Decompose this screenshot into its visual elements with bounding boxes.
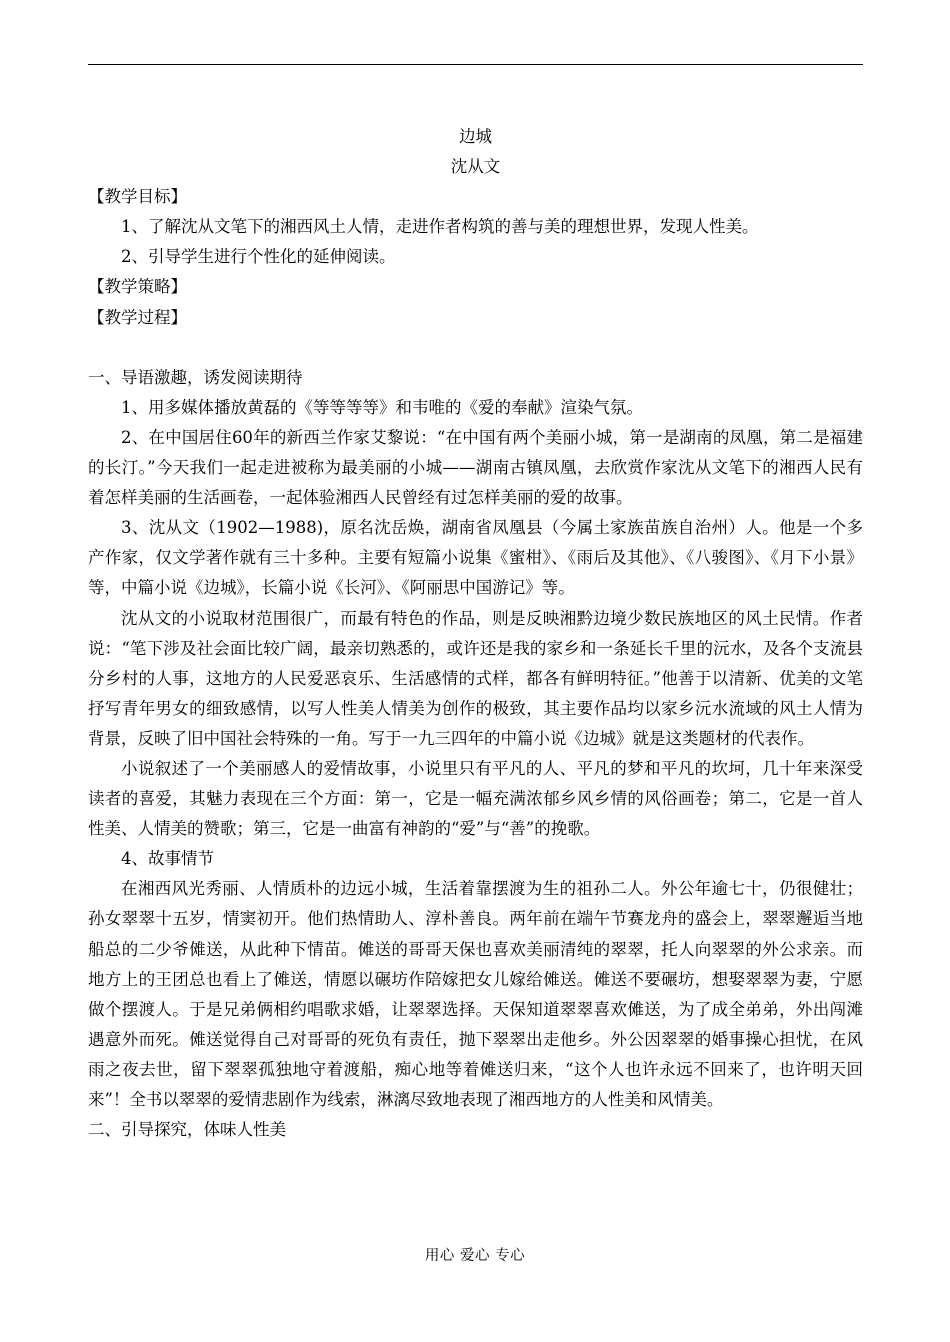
section-heading-process: 【教学过程】 [88, 307, 187, 327]
body-paragraph: 在湘西风光秀丽、人情质朴的边远小城，生活着靠摆渡为生的祖孙二人。外公年逾七十，仍很健壮；孙女翠翠十五岁，情窦初开。他们热情助人、淳朴善良。两年前在端午节赛龙舟的盛会上，翠翠邂逅当地船总的二少爷傩送，从此种下情苗。傩送的哥哥天保也喜欢美丽清纯的翠翠，托人向翠翠的外公求亲。而地方上的王团总也看上了傩送，情愿以碾坊作陪嫁把女儿嫁给傩送。傩送不要碾坊，想娶翠翠为妻，宁愿做个摆渡人。于是兄弟俩相约唱歌求婚，让翠翠选择。天保知道翠翠喜欢傩送，为了成全弟弟，外出闯滩遇意外而死。傩送觉得自己对哥哥的死负有责任，抛下翠翠出走他乡。外公因翠翠的婚事操心担忧，在风雨之夜去世，留下翠翠孤独地守着渡船，痴心地等着傩送归来，“这个人也许永远不回来了，也许明天回来”！全书以翠翠的爱情悲剧作为线索，淋漓尽致地表现了湘西地方的人性美和风情美。 [88, 879, 863, 1109]
blank-line [88, 333, 863, 363]
body-paragraph: 3、沈从文（1902—1988)，原名沈岳焕，湖南省凤凰县（今属土家族苗族自治州）人。他是一个多产作家，仅文学著作就有三十多种。主要有短篇小说集《蜜柑》、《雨后及其他》、《八骏图》、《月下小景》等，中篇小说《边城》，长篇小说《长河》、《阿丽思中国游记》等。 [88, 518, 863, 598]
body-paragraph: 1、用多媒体播放黄磊的《等等等等》和韦唯的《爱的奉献》渲染气氛。 [121, 397, 643, 417]
section-heading-strategy: 【教学策略】 [88, 277, 187, 297]
document-body [88, 122, 863, 1145]
body-paragraph: 2、在中国居住60年的新西兰作家艾黎说：“在中国有两个美丽小城，第一是湖南的凤凰，第二是福建的长汀。”今天我们一起走进被称为最美丽的小城——湖南古镇凤凰，去欣赏作家沈从文笔下的湘西人民有着怎样美丽的生活画卷，一起体验湘西人民曾经有过怎样美丽的爱的故事。 [88, 427, 863, 508]
part-heading-2: 二、引导探究，体味人性美 [88, 1120, 286, 1140]
document-author: 沈从文 [450, 157, 501, 177]
objective-item-2: 2、引导学生进行个性化的延伸阅读。 [121, 247, 396, 267]
body-paragraph: 小说叙述了一个美丽感人的爱情故事，小说里只有平凡的人、平凡的梦和平凡的坎坷，几十年来深受读者的喜爱，其魅力表现在三个方面：第一，它是一幅充满浓郁乡风乡情的风俗画卷；第二，它是一首人性美、人情美的赞歌；第三，它是一曲富有神韵的“爱”与“善”的挽歌。 [88, 758, 863, 839]
document-title: 边城 [459, 127, 492, 146]
sub-heading-plot: 4、故事情节 [121, 849, 214, 869]
page-footer: 用心 爱心 专心 [424, 1248, 526, 1264]
header-rule [88, 64, 863, 65]
body-paragraph: 沈从文的小说取材范围很广，而最有特色的作品，则是反映湘黔边境少数民族地区的风土民情。作者说：“笔下涉及社会面比较广阔，最亲切熟悉的，或许还是我的家乡和一条延长千里的沅水，及各个支流县分乡村的人事，这地方的人民爱恶哀乐、生活感情的式样，都各有鲜明特征。”他善于以清新、优美的文笔抒写青年男女的细致感情，以写人性美人情美为创作的极致，其主要作品均以家乡沅水流域的风土人情为背景，反映了旧中国社会特殊的一角。写于一九三四年的中篇小说《边城》就是这类题材的代表作。 [88, 608, 863, 748]
section-heading-objectives: 【教学目标】 [88, 187, 187, 207]
part-heading-1: 一、导语激趣，诱发阅读期待 [88, 367, 303, 387]
objective-item-1: 1、了解沈从文笔下的湘西风土人情，走进作者构筑的善与美的理想世界，发现人性美。 [121, 217, 759, 237]
